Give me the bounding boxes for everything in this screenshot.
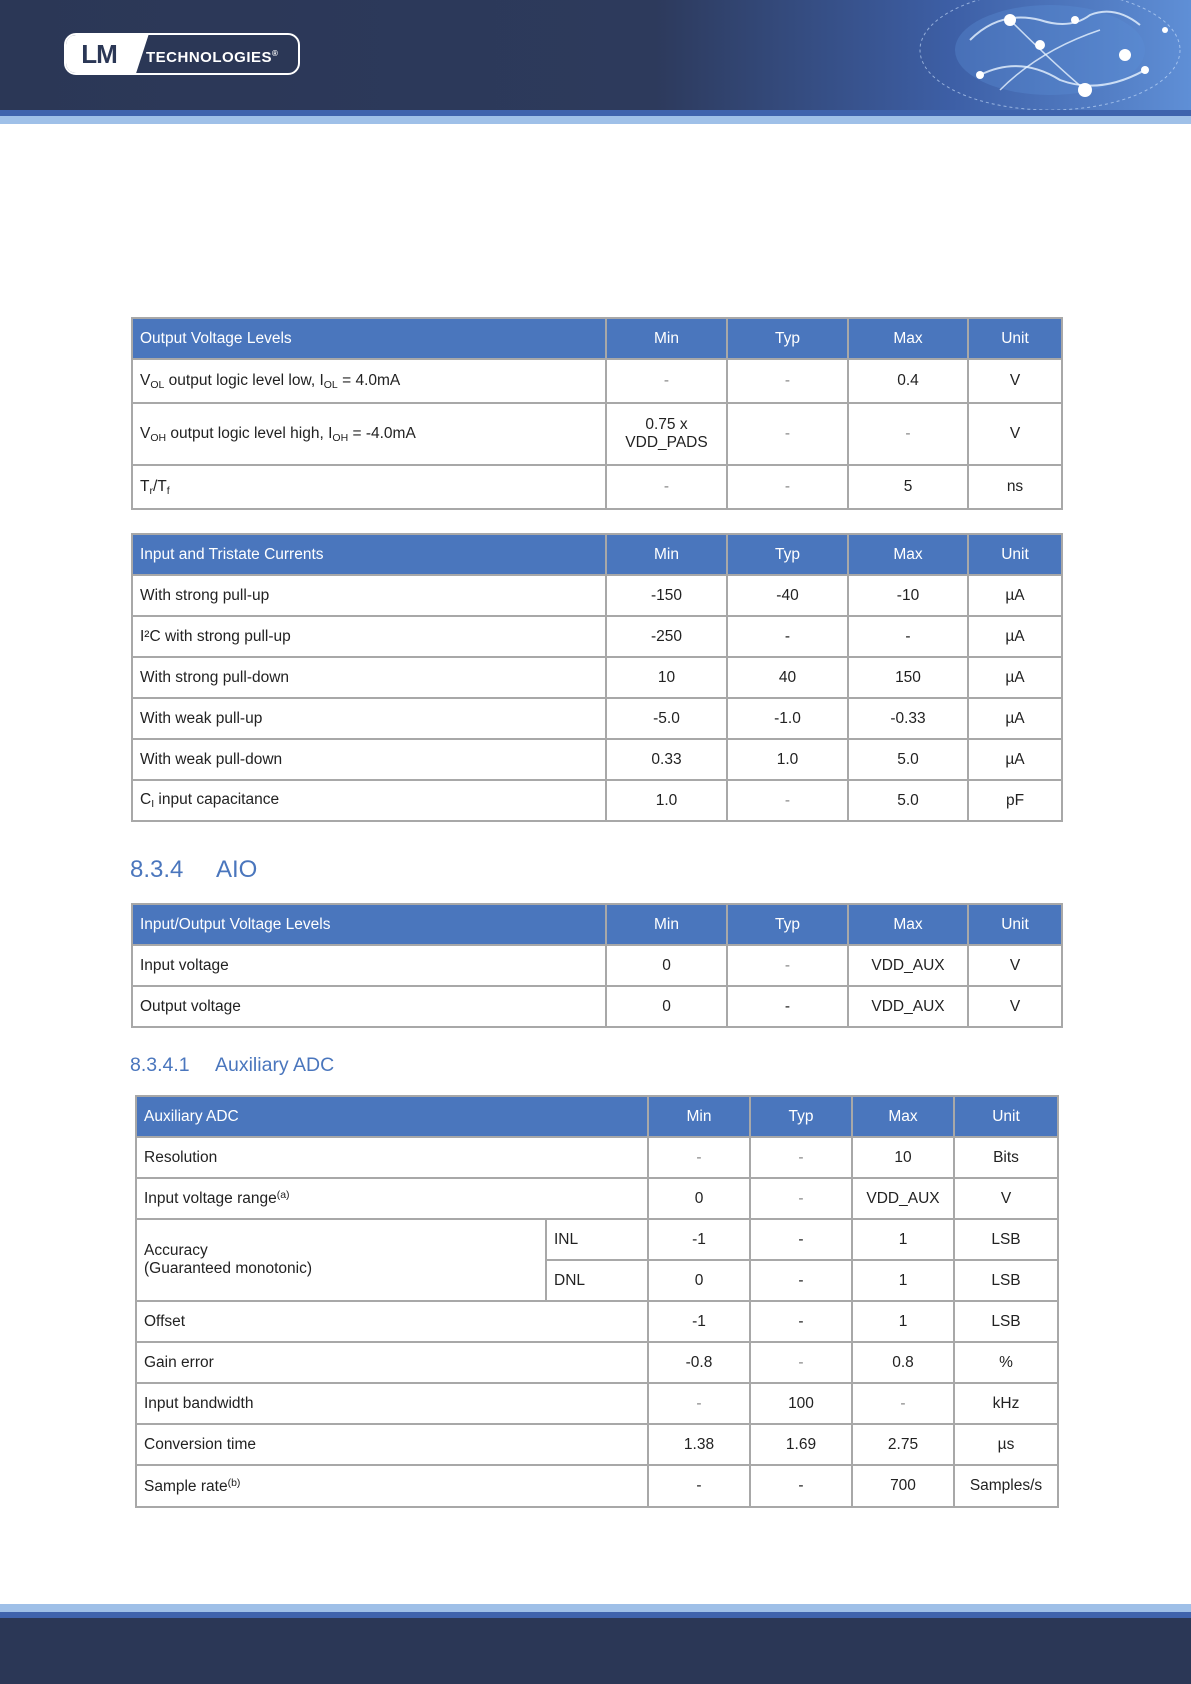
- input-currents-table: [131, 533, 1063, 822]
- footnote-marker: (a): [276, 1189, 290, 1201]
- row-parameter: [136, 1178, 648, 1219]
- row-parameter: With strong pull-up: [132, 575, 606, 616]
- col-header-max: Max: [848, 904, 968, 945]
- table-row: [132, 403, 1062, 465]
- cell-min: 0: [648, 1260, 750, 1301]
- param-subscript: OH: [150, 431, 167, 444]
- row-parameter: Input bandwidth: [136, 1383, 648, 1424]
- cell-typ: -: [750, 1301, 852, 1342]
- section-number: 8.3.4.1: [130, 1054, 190, 1076]
- row-parameter: With weak pull-up: [132, 698, 606, 739]
- param-text: output logic level low, I: [164, 371, 324, 389]
- cell-min: -5.0: [606, 698, 727, 739]
- globe-network-icon: [900, 0, 1191, 110]
- col-header-typ: Typ: [727, 904, 848, 945]
- cell-unit: µA: [968, 698, 1062, 739]
- cell-unit: LSB: [954, 1260, 1058, 1301]
- cell-typ: -40: [727, 575, 848, 616]
- cell-min: 0: [606, 986, 727, 1027]
- cell-max: 1: [852, 1219, 954, 1260]
- cell-unit: pF: [968, 780, 1062, 821]
- cell-unit: kHz: [954, 1383, 1058, 1424]
- param-text: V: [140, 371, 151, 389]
- cell-max: -: [852, 1383, 954, 1424]
- table-row: [132, 780, 1062, 821]
- cell-min: -: [606, 359, 727, 403]
- table-row: [136, 1424, 1058, 1465]
- table-header-row: [136, 1096, 1058, 1137]
- table-row: [136, 1383, 1058, 1424]
- col-header-unit: Unit: [968, 318, 1062, 359]
- logo-text: [146, 35, 278, 73]
- cell-min: -: [648, 1137, 750, 1178]
- col-header-parameter: Input/Output Voltage Levels: [132, 904, 606, 945]
- col-header-typ: Typ: [727, 318, 848, 359]
- cell-max: 5.0: [848, 739, 968, 780]
- param-text: C: [140, 791, 152, 808]
- row-parameter: Offset: [136, 1301, 648, 1342]
- cell-unit: V: [968, 359, 1062, 403]
- table-row: [136, 1301, 1058, 1342]
- row-parameter: [132, 359, 606, 403]
- table-row: [132, 986, 1062, 1027]
- col-header-unit: Unit: [968, 904, 1062, 945]
- table-row: [136, 1465, 1058, 1507]
- cell-max: VDD_AUX: [848, 986, 968, 1027]
- param-line: (Guaranteed monotonic): [144, 1260, 313, 1277]
- output-voltage-table: [131, 317, 1063, 510]
- cell-max: 10: [852, 1137, 954, 1178]
- param-subscript: OL: [323, 378, 338, 391]
- cell-unit: V: [968, 986, 1062, 1027]
- col-header-parameter: Input and Tristate Currents: [132, 534, 606, 575]
- row-parameter: [132, 465, 606, 509]
- cell-unit: ns: [968, 465, 1062, 509]
- aio-voltage-table: [131, 903, 1063, 1028]
- col-header-min: Min: [606, 904, 727, 945]
- cell-typ: -: [727, 986, 848, 1027]
- cell-typ: -: [750, 1465, 852, 1507]
- cell-min: -0.8: [648, 1342, 750, 1383]
- cell-unit: Bits: [954, 1137, 1058, 1178]
- row-subparameter: DNL: [546, 1260, 648, 1301]
- cell-max: 2.75: [852, 1424, 954, 1465]
- cell-max: VDD_AUX: [852, 1178, 954, 1219]
- row-parameter: [132, 403, 606, 465]
- cell-min-line: VDD_PADS: [625, 434, 708, 451]
- col-header-max: Max: [852, 1096, 954, 1137]
- cell-typ: -: [750, 1137, 852, 1178]
- section-number: 8.3.4: [130, 856, 184, 883]
- cell-typ: -: [727, 780, 848, 821]
- cell-min: -250: [606, 616, 727, 657]
- table-header-row: [132, 318, 1062, 359]
- page-footer: [0, 1618, 1191, 1684]
- cell-unit: V: [954, 1178, 1058, 1219]
- cell-max: 1: [852, 1260, 954, 1301]
- cell-unit: µA: [968, 616, 1062, 657]
- cell-max: -: [848, 403, 968, 465]
- cell-min: 10: [606, 657, 727, 698]
- param-subscript: OH: [332, 431, 349, 444]
- cell-max: 0.8: [852, 1342, 954, 1383]
- cell-max: 5.0: [848, 780, 968, 821]
- row-parameter: Input voltage: [132, 945, 606, 986]
- param-text: Input voltage range: [144, 1190, 277, 1207]
- logo-lm: LM: [66, 35, 132, 73]
- cell-typ: 40: [727, 657, 848, 698]
- col-header-parameter: Auxiliary ADC: [136, 1096, 648, 1137]
- logo-text-label: TECHNOLOGIES: [146, 49, 273, 66]
- row-parameter: [136, 1465, 648, 1507]
- table-row: [136, 1342, 1058, 1383]
- param-text: V: [140, 424, 151, 442]
- col-header-min: Min: [606, 534, 727, 575]
- footnote-marker: (b): [227, 1476, 241, 1489]
- cell-unit: LSB: [954, 1301, 1058, 1342]
- table-row: [132, 465, 1062, 509]
- table-row: [132, 657, 1062, 698]
- col-header-parameter: Output Voltage Levels: [132, 318, 606, 359]
- cell-unit: µA: [968, 739, 1062, 780]
- auxiliary-adc-table: [135, 1095, 1059, 1508]
- table-header-row: [132, 904, 1062, 945]
- col-header-typ: Typ: [727, 534, 848, 575]
- param-subscript: r: [149, 484, 153, 497]
- section-heading-aio: [130, 856, 257, 884]
- col-header-unit: Unit: [968, 534, 1062, 575]
- cell-min: -: [648, 1383, 750, 1424]
- cell-unit: V: [968, 945, 1062, 986]
- table-row: [132, 359, 1062, 403]
- table-row: [136, 1137, 1058, 1178]
- cell-unit: µA: [968, 657, 1062, 698]
- cell-min: -1: [648, 1301, 750, 1342]
- company-logo: [64, 33, 300, 75]
- cell-min: -1: [648, 1219, 750, 1260]
- col-header-max: Max: [848, 318, 968, 359]
- cell-min: -: [606, 465, 727, 509]
- param-text: /T: [152, 477, 167, 495]
- cell-typ: -: [750, 1342, 852, 1383]
- cell-max: 5: [848, 465, 968, 509]
- page-header: [0, 0, 1191, 126]
- footer-stripe-light: [0, 1604, 1191, 1612]
- col-header-max: Max: [848, 534, 968, 575]
- table-row: [132, 698, 1062, 739]
- col-header-unit: Unit: [954, 1096, 1058, 1137]
- cell-min: [606, 403, 727, 465]
- cell-typ: -: [750, 1260, 852, 1301]
- header-stripe-light: [0, 116, 1191, 124]
- row-parameter: Conversion time: [136, 1424, 648, 1465]
- table-row: [132, 739, 1062, 780]
- cell-typ: -: [727, 616, 848, 657]
- section-title: Auxiliary ADC: [215, 1054, 335, 1076]
- cell-max: -10: [848, 575, 968, 616]
- table-row: [136, 1219, 1058, 1260]
- table-header-row: [132, 534, 1062, 575]
- section-heading-auxiliary-adc: [130, 1054, 334, 1077]
- cell-unit: %: [954, 1342, 1058, 1383]
- cell-typ: -1.0: [727, 698, 848, 739]
- cell-max: VDD_AUX: [848, 945, 968, 986]
- cell-typ: -: [750, 1219, 852, 1260]
- table-row: [132, 616, 1062, 657]
- table-row: [132, 945, 1062, 986]
- param-text: input capacitance: [154, 791, 280, 808]
- param-line: Accuracy: [144, 1242, 208, 1259]
- row-parameter: [136, 1219, 546, 1301]
- cell-typ: -: [727, 945, 848, 986]
- param-subscript: f: [166, 484, 170, 497]
- param-text: output logic level high, I: [166, 424, 333, 442]
- cell-min-line: 0.75 x: [645, 416, 688, 433]
- row-parameter: With strong pull-down: [132, 657, 606, 698]
- cell-max: -: [848, 616, 968, 657]
- param-text: = 4.0mA: [337, 371, 401, 389]
- row-parameter: Gain error: [136, 1342, 648, 1383]
- row-subparameter: INL: [546, 1219, 648, 1260]
- cell-max: -0.33: [848, 698, 968, 739]
- cell-min: 1.0: [606, 780, 727, 821]
- logo-registered: ®: [272, 49, 279, 58]
- cell-min: 0: [648, 1178, 750, 1219]
- param-subscript: OL: [150, 378, 165, 391]
- cell-max: 0.4: [848, 359, 968, 403]
- cell-unit: µs: [954, 1424, 1058, 1465]
- param-subscript: I: [151, 798, 155, 810]
- section-title: AIO: [216, 856, 258, 883]
- row-parameter: Output voltage: [132, 986, 606, 1027]
- cell-max: 1: [852, 1301, 954, 1342]
- param-text: = -4.0mA: [348, 424, 416, 442]
- cell-unit: µA: [968, 575, 1062, 616]
- cell-typ: -: [727, 403, 848, 465]
- row-parameter: Resolution: [136, 1137, 648, 1178]
- cell-typ: -: [727, 465, 848, 509]
- cell-max: 150: [848, 657, 968, 698]
- param-text: Sample rate: [144, 1477, 228, 1495]
- cell-typ: -: [727, 359, 848, 403]
- cell-unit: V: [968, 403, 1062, 465]
- row-parameter: [132, 780, 606, 821]
- cell-typ: 100: [750, 1383, 852, 1424]
- cell-typ: 1.69: [750, 1424, 852, 1465]
- table-row: [132, 575, 1062, 616]
- col-header-min: Min: [648, 1096, 750, 1137]
- cell-typ: 1.0: [727, 739, 848, 780]
- cell-min: -: [648, 1465, 750, 1507]
- cell-unit: LSB: [954, 1219, 1058, 1260]
- table-row: [136, 1178, 1058, 1219]
- cell-min: 0.33: [606, 739, 727, 780]
- cell-typ: -: [750, 1178, 852, 1219]
- col-header-typ: Typ: [750, 1096, 852, 1137]
- cell-unit: Samples/s: [954, 1465, 1058, 1507]
- cell-min: 1.38: [648, 1424, 750, 1465]
- row-parameter: With weak pull-down: [132, 739, 606, 780]
- cell-min: -150: [606, 575, 727, 616]
- cell-max: 700: [852, 1465, 954, 1507]
- row-parameter: I²C with strong pull-up: [132, 616, 606, 657]
- col-header-min: Min: [606, 318, 727, 359]
- cell-min: 0: [606, 945, 727, 986]
- param-text: T: [140, 477, 150, 495]
